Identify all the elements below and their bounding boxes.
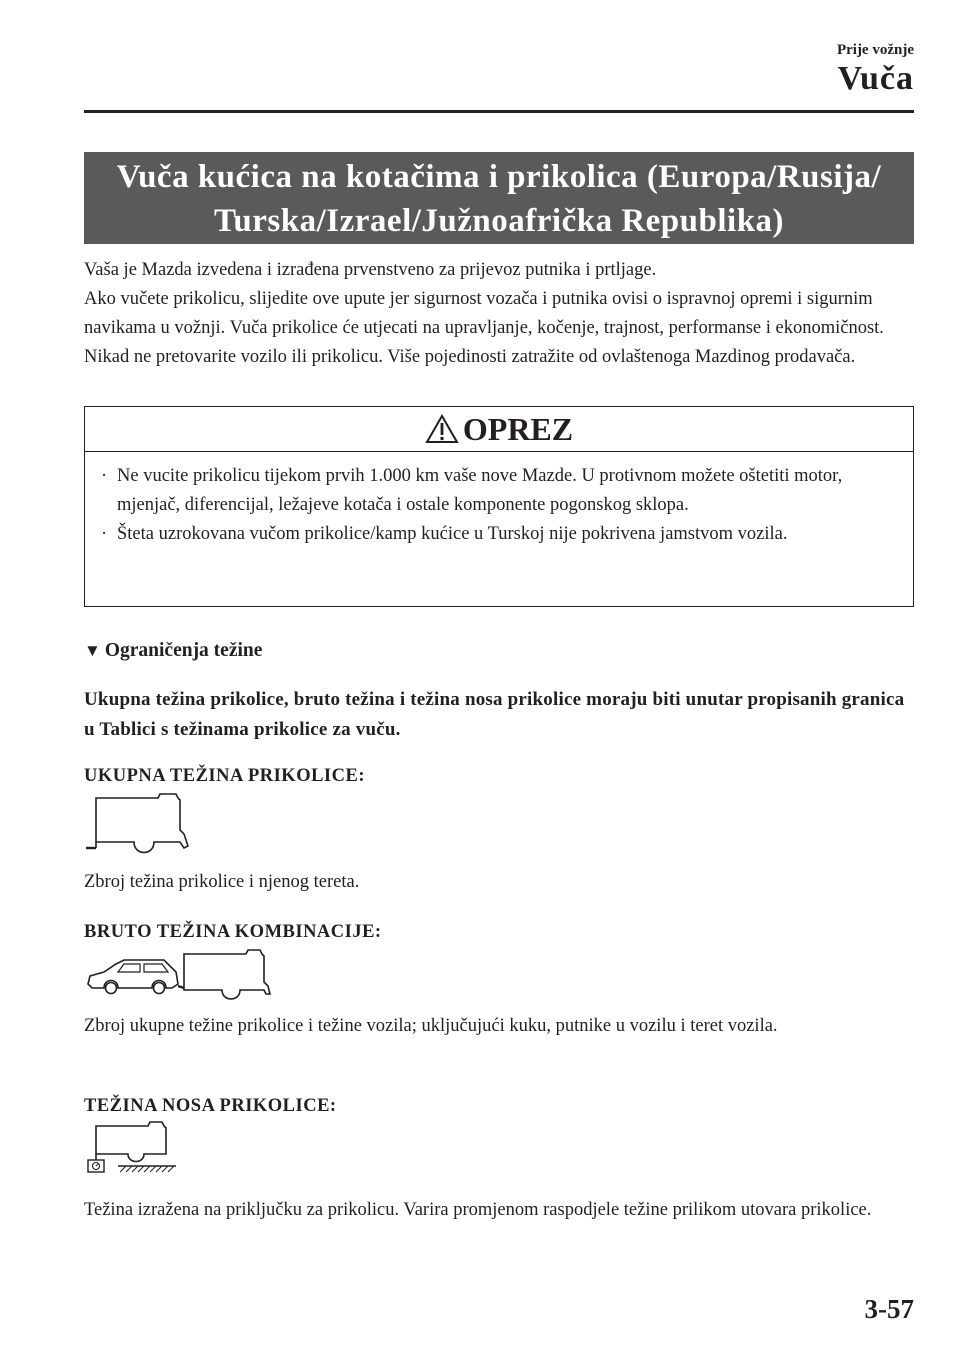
gross-combination-weight-description: Zbroj ukupne težine prikolice i težine vozila; uključujući kuku, putnike u vozilu i teret vozila. [84,1016,778,1036]
intro-paragraph-2: Ako vučete prikolicu, slijedite ove upute jer sigurnost vozača i putnika ovisi o ispravnoj opremi i sigurnim navikama u vožnji. Vuča prikolice će utjecati na upravljanje, kočenje, trajnost, performanse i ekonomičnost. Nikad ne pretovarite vozilo ili prikolicu. Više pojedinosti zatražite od ovlaštenoga Mazdinog prodavača. [84,289,884,367]
page-number: 3-57 [864,1294,914,1324]
caution-header [85,407,913,452]
caution-title: OPREZ [462,410,574,447]
trailer-on-scale-icon [84,1120,184,1182]
weight-limits-heading-text: Ograničenja težine [104,640,263,661]
caution-item-2: · Šteta uzrokovana vučom prikolice/kamp kućice u Turskoj nije pokrivena jamstvom vozila. [117,520,893,549]
triangle-down-icon: ▼ [84,641,101,660]
trailer-tongue-weight-label: TEŽINA NOSA PRIKOLICE: [84,1096,337,1116]
trailer-icon [84,790,194,858]
running-header-title: Vuča [837,60,914,97]
banner-line-1: Vuča kućica na kotačima i prikolica (Europa/Rusija/ [116,159,882,195]
car-and-trailer-icon [84,946,274,1006]
caution-item-1: · Ne vucite prikolicu tijekom prvih 1.000 km vaše nove Mazde. U protivnom možete oštetiti motor, mjenjač, diferencijal, ležajeve kotača i ostale komponente pogonskog sklopa. [117,462,893,520]
intro-text [84,256,914,372]
weight-limits-summary: Ukupna težina prikolice, bruto težina i težina nosa prikolice moraju biti unutar propisanih granica u Tablici s težinama prikolice za vuču. [84,689,905,740]
caution-box [84,406,914,607]
weight-limits-heading [84,640,262,662]
total-trailer-weight-label: UKUPNA TEŽINA PRIKOLICE: [84,766,365,786]
warning-triangle-icon [425,414,459,444]
section-banner [84,152,914,244]
header-rule [84,110,914,113]
caution-list [85,452,913,549]
intro-paragraph-1: Vaša je Mazda izvedena i izrađena prvenstveno za prijevoz putnika i prtljage. [84,260,657,280]
total-trailer-weight-description: Zbroj težina prikolice i njenog tereta. [84,872,360,892]
running-header-section: Prije vožnje [836,42,914,58]
banner-line-2: Turska/Izrael/Južnoafrička Republika) [213,203,785,239]
trailer-tongue-weight-description: Težina izražena na priključku za prikolicu. Varira promjenom raspodjele težine prilikom utovara prikolice. [84,1200,872,1220]
gross-combination-weight-label: BRUTO TEŽINA KOMBINACIJE: [84,922,382,942]
